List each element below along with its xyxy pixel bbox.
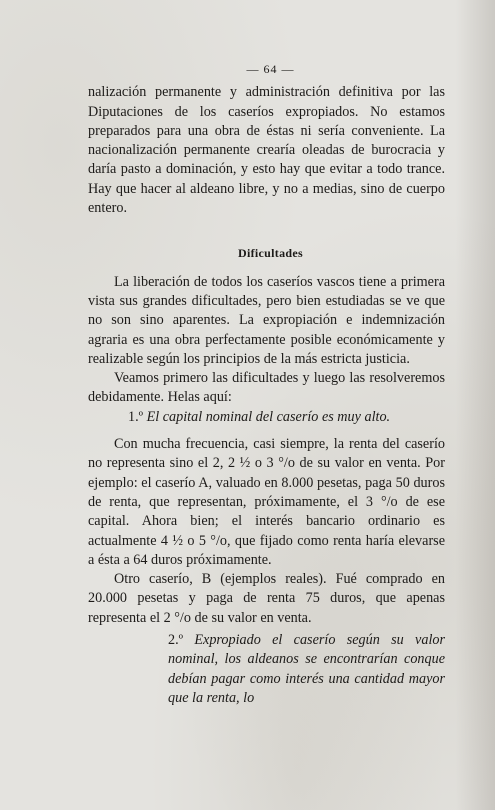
paragraph-otro: Otro caserío, B (ejemplos reales). Fué comprado en 20.000 pesetas y paga de renta 75 duros, que apenas representa el 2 °/o de su valor en venta. — [88, 571, 445, 626]
list-item-1-text: El capital nominal del caserío es muy alto. — [146, 408, 391, 425]
paragraph-veamos: Veamos primero las dificultades y luego las resolveremos debidamente. Helas aquí: — [88, 370, 445, 406]
section-heading: Dificultades — [238, 246, 303, 261]
list-item-2 — [88, 631, 445, 708]
paragraph-frecuencia: Con mucha frecuencia, casi siempre, la renta del caserío no representa sino el 2, 2 ½ o 3 °/o de su valor en venta. Por ejemplo: el caserío A, valuado en 8.000 pesetas, paga 50 duros de renta, que representan, próximamente, el 3 °/o de ese capital. Ahora bien; el interés bancario ordinario es actualmente 4 ½ o 5 °/o, que fijado como renta haría elevarse a ésta a 64 duros próximamente. — [88, 436, 445, 568]
book-page — [88, 60, 445, 708]
list-item-1-number: 1.º — [128, 408, 144, 425]
list-item-2-text: Expropiado el caserío según su valor nominal, los aldeanos se encontrarían conque debían pagar como interés una cantidad mayor que la renta, lo — [168, 632, 445, 706]
paragraph-opening: nalización permanente y administración definitiva por las Diputaciones de los caseríos expropiados. No estamos preparados para una obra de éstas ni sería conveniente. La nacionalización permanente crearía oleadas de burocracia y daría pasto a dominación, y esto hay que evitar a todo trance. Hay que hacer al aldeano libre, y no a medias, sino de cuerpo entero. — [88, 84, 445, 217]
list-item-2-number: 2.º — [168, 632, 184, 649]
page-number: — 64 — — [246, 62, 295, 76]
list-item-1 — [88, 408, 445, 427]
paragraph-liberation: La liberación de todos los caseríos vascos tiene a primera vista sus grandes dificultades, pero bien estudiadas se ve que no son sino aparentes. La expropiación e indemnización agraria es una obra perfectamente posible económicamente y realizable según los principios de la más estricta justicia. — [88, 273, 445, 367]
